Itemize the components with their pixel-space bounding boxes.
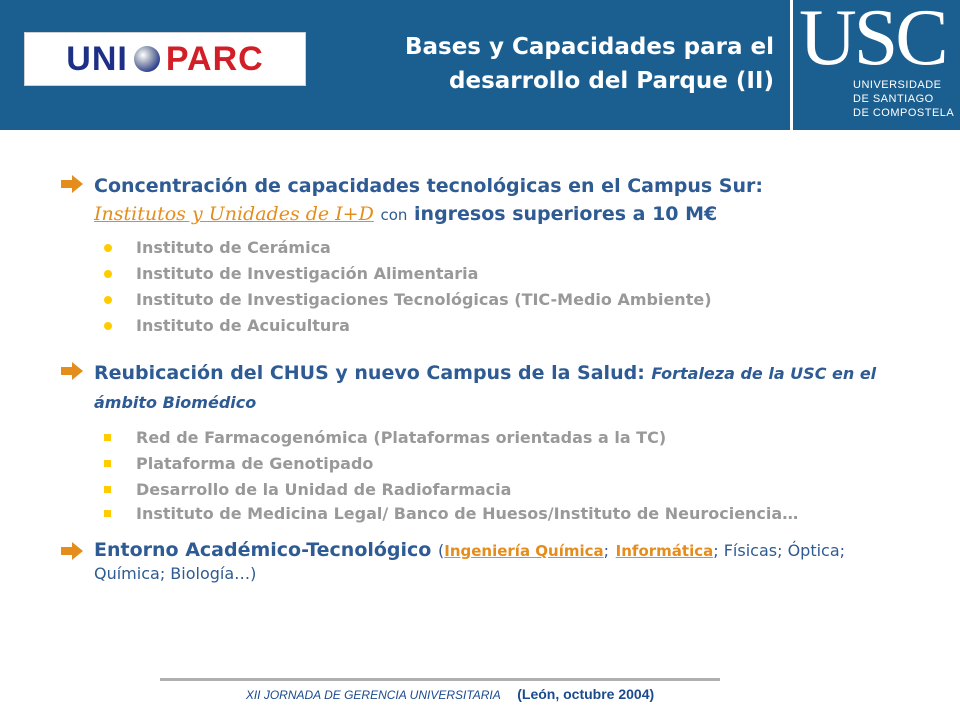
footer-place-date: (León, octubre 2004) xyxy=(517,686,655,702)
section-campus-sur xyxy=(60,172,920,339)
arrow-right-icon xyxy=(60,174,84,194)
separator: ; xyxy=(603,541,610,560)
bullet-square-icon xyxy=(104,460,111,467)
bullet-square-icon xyxy=(104,434,111,441)
bullet-dot-icon xyxy=(104,296,112,304)
highlight-informatica: Informática xyxy=(615,542,714,560)
list-item-text: Red de Farmacogenómica (Plataformas orientadas a la TC) xyxy=(136,428,667,447)
footer-event: XII JORNADA DE GERENCIA UNIVERSITARIA xyxy=(245,688,501,702)
section-heading xyxy=(94,359,920,417)
list-item xyxy=(104,287,920,313)
title-line-1: Bases y Capacidades para el xyxy=(404,34,774,60)
section-entorno xyxy=(60,539,920,585)
heading-highlight: Institutos y Unidades de I+D xyxy=(94,203,374,225)
list-item xyxy=(104,235,920,261)
header-bar xyxy=(0,0,790,130)
disciplines-rest: ; Físicas; Óptica; Química; Biología…) xyxy=(94,541,846,583)
list-item-text: Instituto de Investigaciones Tecnológicas (TIC-Medio Ambiente) xyxy=(136,290,712,309)
paren-open: ( xyxy=(438,541,445,560)
logo-uni-text: UNI xyxy=(66,39,128,78)
list-item xyxy=(104,425,920,451)
bullet-dot-icon xyxy=(104,322,112,330)
heading-text: Reubicación del CHUS y nuevo Campus de la Salud: xyxy=(94,362,645,384)
list-item-text: Instituto de Medicina Legal/ Banco de Huesos/Instituto de Neurociencia… xyxy=(136,504,799,523)
heading-text: Concentración de capacidades tecnológicas en el Campus Sur: xyxy=(94,175,763,197)
highlight-ingenieria: Ingeniería Química xyxy=(444,542,604,560)
institutes-list xyxy=(94,235,920,339)
list-item xyxy=(104,477,920,503)
health-list xyxy=(94,425,920,525)
list-item-text: Instituto de Acuicultura xyxy=(136,316,350,335)
heading-italic: Fortaleza de la USC en el ámbito Biomédico xyxy=(94,364,877,412)
heading-text-2: ingresos superiores a 10 M€ xyxy=(414,203,718,225)
bullet-square-icon xyxy=(104,510,111,517)
section-heading xyxy=(94,172,920,229)
slide-content xyxy=(60,172,920,585)
list-item xyxy=(104,261,920,287)
usc-line-1: UNIVERSIDADE xyxy=(853,79,942,91)
logo-sphere-icon xyxy=(134,46,160,72)
bullet-square-icon xyxy=(104,486,111,493)
usc-university-name xyxy=(853,78,954,120)
list-item-text: Instituto de Cerámica xyxy=(136,238,331,257)
list-item-text: Plataforma de Genotipado xyxy=(136,454,374,473)
footer xyxy=(0,686,900,704)
uniparc-logo xyxy=(24,32,306,86)
bullet-dot-icon xyxy=(104,244,112,252)
arrow-right-icon xyxy=(60,361,84,381)
title-line-2: desarrollo del Parque (II) xyxy=(449,68,774,94)
slide-title xyxy=(334,30,774,98)
list-item xyxy=(104,503,920,525)
usc-letters: USC xyxy=(799,0,946,82)
arrow-right-icon xyxy=(60,541,84,561)
usc-line-3: DE COMPOSTELA xyxy=(853,107,955,119)
heading-text: Entorno Académico-Tecnológico xyxy=(94,539,432,561)
footer-divider xyxy=(160,678,720,681)
section-heading xyxy=(94,539,920,585)
list-item xyxy=(104,313,920,339)
usc-logo xyxy=(790,0,960,130)
section-campus-salud xyxy=(60,359,920,525)
list-item-text: Desarrollo de la Unidad de Radiofarmacia xyxy=(136,480,512,499)
usc-line-2: DE SANTIAGO xyxy=(853,93,934,105)
bullet-dot-icon xyxy=(104,270,112,278)
heading-connector: con xyxy=(380,206,408,224)
logo-parc-text: PARC xyxy=(165,39,264,78)
list-item xyxy=(104,451,920,477)
list-item-text: Instituto de Investigación Alimentaria xyxy=(136,264,479,283)
